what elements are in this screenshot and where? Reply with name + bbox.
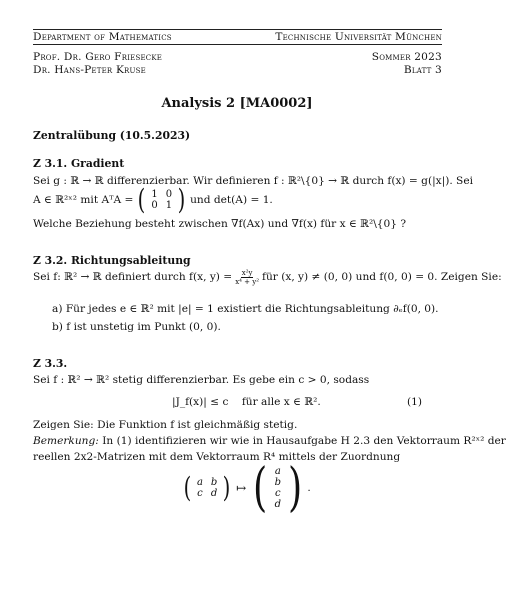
z33-equation: |J_f(x)| ≤ c für alle x ∈ ℝ². xyxy=(172,396,321,408)
session-label: Zentralübung (10.5.2023) xyxy=(33,129,191,142)
term-label: Sommer 2023 xyxy=(371,51,442,63)
remark-line1: In (1) identifizieren wir wie in Hausaufgabe H 2.3 den Vektorraum R²ˣ² der xyxy=(98,435,506,447)
z32-line1a: Sei f: ℝ² → ℝ definiert durch f(x, y) = xyxy=(33,271,233,283)
z31-line1: Sei g : ℝ → ℝ differenzierbar. Wir definieren f : ℝ²\{0} → ℝ durch f(x) = g(|x|). Sei xyxy=(33,175,473,187)
department-label: Department of Mathematics xyxy=(33,31,172,43)
identity-matrix: ( 1 0 0 1 ) xyxy=(138,183,186,216)
z31-line2b: und det(A) = 1. xyxy=(190,194,273,206)
maps-to-arrow: ↦ xyxy=(236,481,247,495)
assistant-name: Dr. Hans-Peter Kruse xyxy=(33,64,146,76)
university-label: Technische Universität München xyxy=(275,31,442,43)
exercise-z32-heading: Z 3.2. Richtungsableitung xyxy=(33,254,191,267)
sheet-label: Blatt 3 xyxy=(403,64,442,76)
z31-line2a: A ∈ ℝ²ˣ² mit AᵀA = xyxy=(33,194,134,206)
z31-question: Welche Beziehung besteht zwischen ∇f(Ax) und ∇f(x) für x ∈ ℝ²\{0} ? xyxy=(33,218,407,230)
remark-line2: reellen 2x2-Matrizen mit dem Vektorraum R⁴ mittels der Zuordnung xyxy=(33,451,401,463)
exercise-z31-heading: Z 3.1. Gradient xyxy=(33,157,125,170)
remark-label: Bemerkung: xyxy=(33,435,99,447)
equation-number: (1) xyxy=(407,396,423,408)
matrix-vector-mapping: ( a b c d ) ↦ ( a b c d ) . xyxy=(183,458,311,518)
column-vector: ( a b c d ) xyxy=(253,458,303,518)
top-rule xyxy=(33,29,442,30)
function-fraction: $\frac{\text{x²y}}{\text{x⁴ + y²}}$ xyxy=(235,268,260,286)
z33-line2: Zeigen Sie: Die Funktion f ist gleichmäßig stetig. xyxy=(33,419,298,431)
header-rule xyxy=(33,44,442,45)
matrix-2x2: ( a b c d ) xyxy=(183,471,231,504)
professor-name: Prof. Dr. Gero Friesecke xyxy=(33,51,163,63)
z32-part-a: a) Für jedes e ∈ ℝ² mit |e| = 1 existiert die Richtungsableitung ∂ₑf(0, 0). xyxy=(52,303,439,315)
page-title: Analysis 2 [MA0002] xyxy=(161,96,313,111)
z32-line1b: für (x, y) ≠ (0, 0) und f(0, 0) = 0. Zeigen Sie: xyxy=(262,271,502,283)
exercise-z33-heading: Z 3.3. xyxy=(33,357,68,370)
z33-line1: Sei f : ℝ² → ℝ² stetig differenzierbar. Es gebe ein c > 0, sodass xyxy=(33,374,370,386)
z32-part-b: b) f ist unstetig im Punkt (0, 0). xyxy=(52,321,221,333)
